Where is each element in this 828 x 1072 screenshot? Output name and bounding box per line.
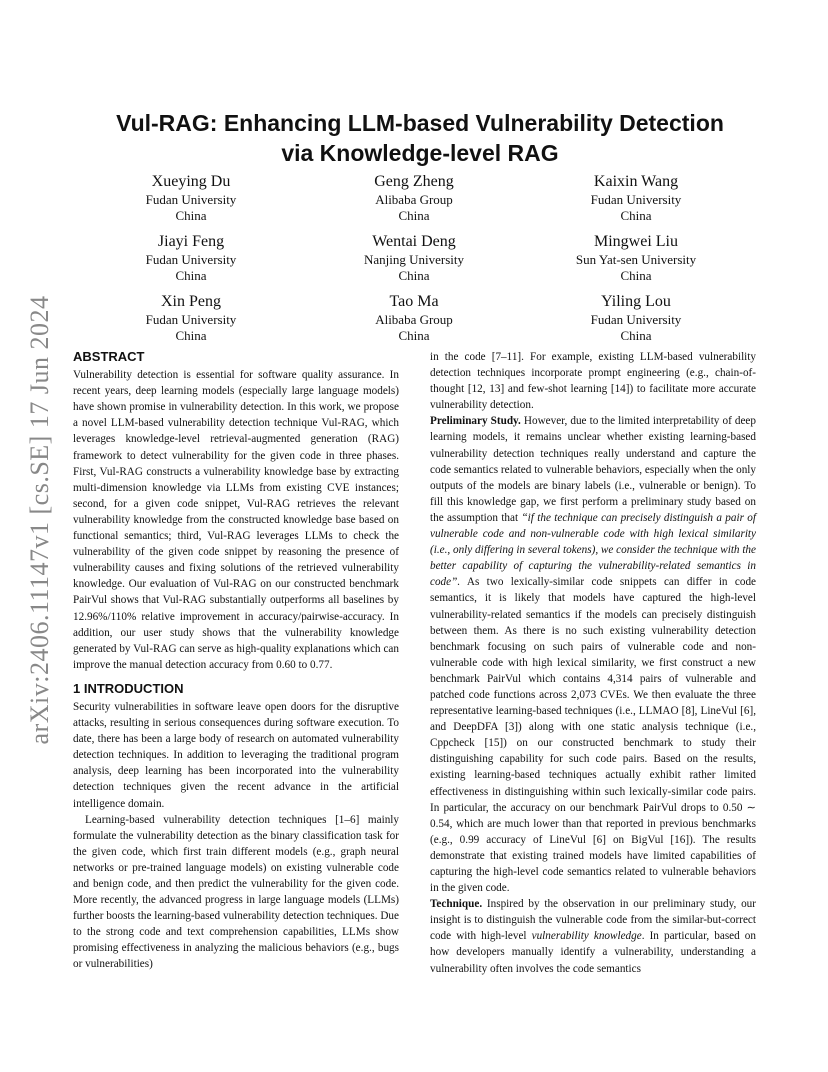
introduction-heading: 1 INTRODUCTION xyxy=(73,680,184,696)
paper-title xyxy=(70,108,770,168)
author-affiliation: Alibaba Group xyxy=(375,312,453,327)
arxiv-stamp-text: arXiv:2406.11147v1 [cs.SE] 17 Jun 2024 xyxy=(25,295,54,745)
author-affiliation: Alibaba Group xyxy=(375,192,453,207)
author xyxy=(81,292,301,344)
author xyxy=(304,232,524,284)
author-country: China xyxy=(398,328,430,343)
technique-text-a: Inspired by the observation in our preliminary study, our insight is to distinguish the vulnerable code from the similar-but-correct code with high-level xyxy=(430,898,756,943)
author-country: China xyxy=(175,328,207,343)
author-affiliation: Fudan University xyxy=(145,312,237,327)
author-affiliation: Fudan University xyxy=(145,252,237,267)
author-name: Jiayi Feng xyxy=(157,233,225,250)
technique-text-b: . In particular, based on how developers manually identify a vulnerability, understanding a vulnerability often involves the code semantics xyxy=(430,930,756,975)
author-name: Mingwei Liu xyxy=(594,233,678,250)
author-name: Xin Peng xyxy=(161,293,221,310)
author xyxy=(526,172,746,224)
intro-paragraph-1: Security vulnerabilities in software leave open doors for the disruptive attacks, resulting in serious consequences during software execution. To date, there has been a large body of research on automated vulnerability detection techniques. In addition to leveraging the traditional program analysis, deep learning has been incorporated into the vulnerability detection techniques given the recent advance in the artificial intelligence domain. xyxy=(73,700,399,810)
author xyxy=(81,232,301,284)
author-country: China xyxy=(398,208,430,223)
title-line-1: Vul-RAG: Enhancing LLM-based Vulnerability Detection xyxy=(116,110,724,136)
preliminary-study-quote: “if the technique can precisely distinguish a pair of vulnerable code and non-vulnerable code with high lexical similarity (i.e., only differing in several tokens), we consider the technique with the better capability of capturing the vulnerability-related semantics in code”. xyxy=(430,511,756,589)
author xyxy=(304,172,524,224)
author-country: China xyxy=(620,268,652,283)
technique-paragraph xyxy=(430,896,756,976)
author-affiliation: Nanjing University xyxy=(363,252,464,267)
author-name: Wentai Deng xyxy=(372,233,456,250)
author-name: Yiling Lou xyxy=(601,293,671,310)
title-line-2: via Knowledge-level RAG xyxy=(281,140,559,166)
preliminary-study-text-a: However, due to the limited interpretability of deep learning models, it remains unclear whether existing learning-based vulnerability detection techniques really understand and capture the code semantics related to vulnerable behaviors, especially when the only outputs of the models are binary labels (i.e., vulnerable or benign). To fill this knowledge gap, we first perform a preliminary study based on the assumption that xyxy=(430,415,756,524)
author xyxy=(526,292,746,344)
author-country: China xyxy=(620,328,652,343)
intro-paragraph-3: in the code [7–11]. For example, existing LLM-based vulnerability detection techniques incorporate prompt engineering (e.g., chain-of-thought [12, 13] and few-shot learning [14]) to facilitate more accurate vulnerability detection. xyxy=(430,351,756,412)
left-column xyxy=(73,349,399,973)
author-affiliation: Fudan University xyxy=(590,312,682,327)
author-affiliation: Sun Yat-sen University xyxy=(575,252,697,267)
author-name: Xueying Du xyxy=(151,173,231,190)
author xyxy=(526,232,746,284)
preliminary-study-paragraph xyxy=(430,413,756,896)
preliminary-study-heading: Preliminary Study. xyxy=(430,415,521,428)
arxiv-stamp xyxy=(22,200,58,840)
author xyxy=(81,172,301,224)
author-country: China xyxy=(175,268,207,283)
abstract-text: Vulnerability detection is essential for software quality assurance. In recent years, deep learning models (especially large language models) have shown promise in vulnerability detection. In this work, we propose a novel LLM-based vulnerability detection technique Vul-RAG, which leverages knowledge-level retrieval-augmented generation (RAG) framework to detect vulnerability for the given code in three phases. First, Vul-RAG constructs a vulnerability knowledge base by extracting multi-dimension knowledge via LLMs from existing CVE instances; second, for a given code snippet, Vul-RAG retrieves the relevant vulnerability knowledge from the constructed knowledge base based on functional semantics; third, Vul-RAG leverages LLMs to check the vulnerability of the given code snippet by reasoning the presence of vulnerability causes and fixing solutions of the retrieved vulnerability knowledge. Our evaluation of Vul-RAG on our constructed benchmark PairVul shows that Vul-RAG substantially outperforms all baselines by 12.96%/110% relative improvement in accuracy/pairwise-accuracy. In addition, our user study shows that the vulnerability knowledge generated by Vul-RAG can serve as high-quality explanations which can improve the manual detection accuracy from 0.60 to 0.77. xyxy=(73,369,399,671)
author-name: Tao Ma xyxy=(389,293,439,310)
author-name: Kaixin Wang xyxy=(593,173,679,190)
author-country: China xyxy=(175,208,207,223)
technique-heading: Technique. xyxy=(430,898,483,911)
author-affiliation: Fudan University xyxy=(590,192,682,207)
preliminary-study-text-b: As two lexically-similar code snippets can differ in code semantics, it is likely that models have captured the high-level vulnerability-related semantics if the models can precisely distinguish between them. As there is no such existing vulnerability detection benchmark focusing on such pairs of vulnerable code and non-vulnerable code with high lexical similarity, we first construct a new benchmark PairVul which contains 4,314 pairs of vulnerable and patched code functions across 2,073 CVEs. We then evaluate the three representative learning-based techniques (i.e., LLMAO [8], LineVul [6], and DeepDFA [3]) along with one static analysis technique (i.e., Cppcheck [15]) on our constructed benchmark to study their distinguishing capability for such code pairs. Based on the results, existing learning-based techniques actually exhibit rather limited effectiveness in distinguishing within such lexically-similar code pairs. In particular, the accuracy on our benchmark PairVul drops to 0.50 ∼ 0.54, which are much lower than that reported in previous benchmarks (e.g., 0.99 accuracy of LineVul [6] on BigVul [16]). The results demonstrate that existing trained models have limited capabilities of capturing the high-level code semantics related to vulnerable behaviors in the given code. xyxy=(430,576,756,895)
abstract-heading: ABSTRACT xyxy=(73,349,145,364)
right-column xyxy=(430,349,756,977)
author xyxy=(304,292,524,344)
author-name: Geng Zheng xyxy=(374,173,454,190)
intro-paragraph-2: Learning-based vulnerability detection techniques [1–6] mainly formulate the vulnerability detection as the binary classification task for the given code, which first train different models (e.g., graph neural networks or pre-trained language models) on existing vulnerable code and benign code, and then predict the vulnerability for the given code. More recently, the advanced progress in large language models (LLMs) further boosts the learning-based vulnerability detection techniques. Due to the strong code and text comprehension capabilities, LLMs show promising effectiveness in analyzing the malicious behaviors (e.g., bugs or vulnerabilities) xyxy=(73,813,399,971)
technique-emphasis: vulnerability knowledge xyxy=(531,930,642,943)
author-country: China xyxy=(620,208,652,223)
author-country: China xyxy=(398,268,430,283)
author-affiliation: Fudan University xyxy=(145,192,237,207)
